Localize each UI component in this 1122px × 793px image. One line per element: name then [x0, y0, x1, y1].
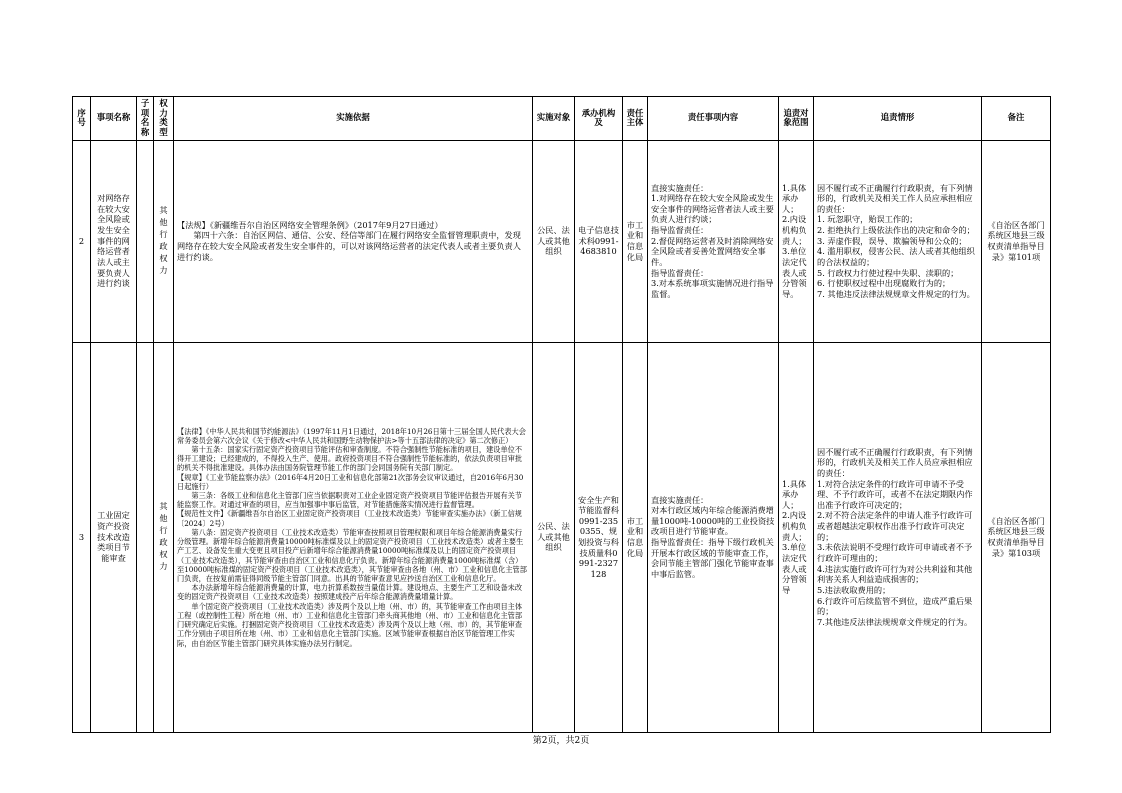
header-cell: 子项名称 [137, 97, 154, 141]
subitem-name [137, 342, 154, 732]
target: 公民、法人或其他组织 [533, 140, 575, 342]
scope-line: 2.内设机构负责人； [782, 510, 807, 542]
header-cell: 序号 [73, 97, 91, 141]
situation-line: 5.违法收取费用的； [817, 585, 891, 596]
item-name: 工业固定资产投资技术改造类项目节能审查 [91, 342, 137, 732]
header-cell: 实施依据 [174, 97, 533, 141]
basis-cell [174, 342, 533, 732]
basis-cell [174, 140, 533, 342]
table-row [73, 140, 1051, 342]
header-cell: 责任事项内容 [648, 97, 779, 141]
duty-cell [648, 342, 779, 732]
power-type [154, 342, 174, 732]
subitem-name [137, 140, 154, 342]
subject: 市工业和信息化局 [623, 140, 648, 342]
table-row [73, 342, 1051, 732]
situation-line: 因不履行或不正确履行行政职责，有下列情形的，行政机关及相关工作人员应承担相应的责任： [817, 446, 973, 478]
situation-line: 4. 滥用职权，侵害公民、法人或者其他组织的合法权益的； [817, 246, 975, 268]
basis-line: 【规范性文件】《新疆维吾尔自治区工业固定资产投资项目（工业技术改造类）节能审查实施办法》（新工信规〔2024〕2号） [177, 509, 522, 528]
scope-line: 3.单位法定代表人或分管领导。 [782, 246, 807, 300]
duty-line: 1.对网络存在较大安全风险或发生安全事件的网络运营者法人或主要负责人进行约谈； [651, 193, 774, 225]
agency: 安全生产和节能监督科0991-2350355、规划投资与科技质量科0991-2327128 [575, 342, 623, 732]
table-header-row [73, 97, 1051, 141]
header-cell: 备注 [982, 97, 1051, 141]
situation-line: 1.对符合法定条件的行政许可申请不予受理、不予行政许可，或者不在法定期限内作出准予行政许可决定的； [817, 478, 973, 510]
duty-line: 直接实施责任： [651, 182, 709, 193]
duty-line: 直接实施责任： [651, 494, 709, 505]
remark: 《自治区各部门系统区地县三级权责清单指导目录》第103项 [982, 342, 1051, 732]
duty-line: 3.对本系统事项实施情况进行指导监督。 [651, 278, 774, 300]
basis-line: 第八条：固定资产投资项目（工业技术改造类）节能审查按照项目管理权限和项目年综合能源消费量实行分级管理。新增年综合能源消费量10000吨标准煤及以上的固定资产投资项目（工业技术改造类）或者主要生产工艺、设备发生重大变更且项目投产后新增年综合能源消费量10000吨标准煤及以上的固定资产投资项目（工业技术改造类），其节能审查由自治区工业和信息化厅负责。新增年综合能源消费量1000吨标准煤（含）至10000吨标准煤的固定资产投资项目（工业技术改造类），其节能审查由各地（州、市）工业和信息化主管部门负责，在按复前需征得同级节能主管部门同意。出具的节能审查意见应抄送自治区工业和信息化厅。 [177, 527, 527, 583]
basis-line: 第三条：各级工业和信息化主管部门应当依据职责对工业企业固定资产投资项目节能评估报告开展有关节能监察工作。对通过审查的项目，应当加强事中事后监管，对节能措施落实情况进行监督管理。 [177, 491, 523, 510]
situation-line: 4.违法实施行政许可行为对公共利益和其他利害关系人利益造成损害的； [817, 563, 973, 585]
situation-line: 3. 弄虚作假，误导、欺骗领导和公众的； [817, 235, 967, 246]
subject: 市工业和信息化局 [623, 342, 648, 732]
header-cell: 责任主体 [623, 97, 648, 141]
situations-cell [814, 140, 982, 342]
header-cell: 承办机构及 [575, 97, 623, 141]
header-cell: 权力类型 [154, 97, 174, 141]
duty-line: 2.督促网络运营者及时消除网络安全风险或者妥善处置网络安全事件。 [651, 235, 774, 268]
header-cell: 追责对象范围 [779, 97, 814, 141]
situation-line: 2.对不符合法定条件的申请人准予行政许可或者超越法定职权作出准予行政许可决定的； [817, 510, 973, 542]
remark: 《自治区各部门系统区地县三级权责清单指导目录》第101项 [982, 140, 1051, 342]
power-type-text: 其他行政权力 [159, 501, 168, 571]
scope-cell [779, 140, 814, 342]
situation-line: 7. 其他违反法律法规规章文件规定的行为。 [817, 289, 975, 300]
power-list-table [72, 96, 1051, 733]
basis-line: 【法律】《中华人民共和国节约能源法》（1997年11月1日通过，2018年10月26日第十三届全国人民代表大会常务委员会第六次会议《关于修改<中华人民共和国野生动物保护法>等十五部法律的决定》第二次修正） [177, 426, 526, 445]
duty-line: 指导监督责任： [651, 225, 709, 236]
situation-line: 3.未依法说明不受理行政许可申请或者不予行政许可理由的； [817, 542, 973, 564]
scope-line: 1.具体承办人； [782, 182, 807, 214]
page-footer: 第2页，共2页 [532, 736, 590, 746]
row-number: 3 [73, 342, 91, 732]
duty-line: 指导监督责任： [651, 267, 709, 278]
situation-line: 7.其他违反法律法规规章文件规定的行为。 [817, 617, 973, 628]
target: 公民、法人或其他组织 [533, 342, 575, 732]
scope-cell [779, 342, 814, 732]
power-type-text: 其他行政权力 [159, 205, 168, 275]
situations-cell [814, 342, 982, 732]
situation-line: 1. 玩忽职守，贻误工作的； [817, 214, 918, 225]
row-number: 2 [73, 140, 91, 342]
basis-line: 第四十六条：自治区网信、通信、公安、经信等部门在履行网络安全监督管理职责中，发现网络存在较大安全风险或者发生安全事件的，可以对该网络运营者的法定代表人或者主要负责人进行约谈。 [177, 230, 521, 262]
header-cell: 事项名称 [91, 97, 137, 141]
duty-cell [648, 140, 779, 342]
scope-line: 1.具体承办人； [782, 478, 807, 510]
duty-line: 对本行政区域内年综合能源消费增量1000吨-10000吨的工业投资技改项目进行节能审查。 [651, 505, 775, 537]
agency: 电子信息技术科0991-4683810 [575, 140, 623, 342]
scope-line: 3.单位法定代表人或分管领导 [782, 542, 807, 596]
basis-line: 单个固定资产投资项目（工业技术改造类）涉及两个及以上地（州、市）的，其节能审查工作由项目主体工程（或控制性工程）所在地（州、市）工业和信息化主管部门牵头商其他地（州、市）工业和信息化主管部门研究确定后实施。打捆固定资产投资项目（工业技术改造类）涉及两个及以上地（州、市）的，其节能审查工作分别由子项目所在地（州、市）工业和信息化主管部门实施。区域节能审查根据自治区节能管理工作实际，由自治区节能主管部门研究具体实施办法另行制定。 [177, 601, 523, 648]
basis-line: 本办法新增年综合能源消费量的计算，电力折算系数按当量值计算。建设地点、主要生产工艺和设备未改变的固定资产投资项目（工业技术改造类）按照建成投产后年综合能源消费量增量计算。 [177, 583, 523, 602]
basis-line: 【法规】《新疆维吾尔自治区网络安全管理条例》（2017年9月27日通过） [177, 219, 443, 230]
situation-line: 因不履行或不正确履行行政职责，有下列情形的，行政机关及相关工作人员应承担相应的责任： [817, 182, 973, 214]
basis-line: 【规章】《工业节能监察办法》（2016年4月20日工业和信息化部第21次部务会议审议通过，自2016年6月30日起施行） [177, 472, 524, 491]
situation-line: 6.行政许可后续监管不到位，造成严重后果的； [817, 595, 973, 617]
item-name: 对网络存在较大安全风险或发生安全事件的网络运营者法人或主要负责人进行约谈 [91, 140, 137, 342]
duty-line: 指导监督责任：指导下级行政机关开展本行政区域的节能审查工作，会同节能主管部门强化节能审查事中事后监管。 [651, 537, 774, 580]
situation-line: 2. 拒绝执行上级依法作出的决定和命令的； [817, 225, 975, 236]
situation-line: 5. 行政权力行使过程中失职、渎职的； [817, 267, 959, 278]
header-cell: 追责情形 [814, 97, 982, 141]
power-type [154, 140, 174, 342]
header-cell: 实施对象 [533, 97, 575, 141]
scope-line: 2.内设机构负责人； [782, 214, 807, 246]
situation-line: 6. 行使职权过程中出现腐败行为的； [817, 278, 951, 289]
basis-line: 第十五条：国家实行固定资产投资项目节能评估和审查制度。不符合强制性节能标准的项目，建设单位不得开工建设；已经建成的，不得投入生产、使用。政府投资项目不符合强制性节能标准的，依法负责项目审批的机关不得批准建设。具体办法由国务院管理节能工作的部门会同国务院有关部门制定。 [177, 444, 523, 473]
